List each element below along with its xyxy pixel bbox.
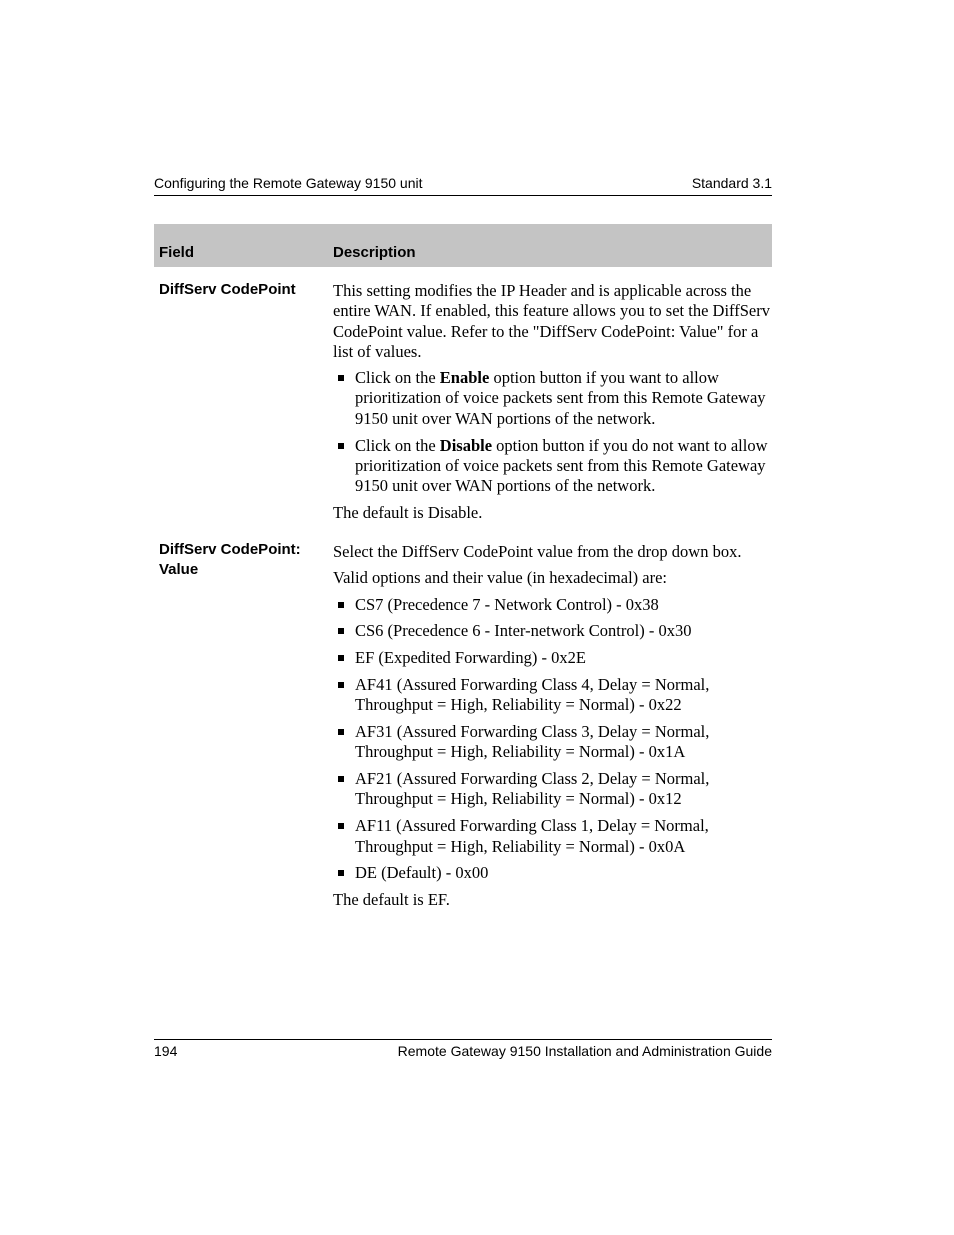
column-header-field: Field — [159, 244, 195, 261]
list-item: Click on the Enable option button if you want to allow prioritization of voice packets sent from this Remote Gateway 9150 unit over WAN portions of the network. — [333, 368, 773, 429]
description-options-intro: Valid options and their value (in hexadecimal) are: — [333, 568, 668, 588]
field-label-line1: DiffServ CodePoint: — [159, 541, 301, 558]
list-item: Click on the Disable option button if you do not want to allow prioritization of voice packets sent from this Remote Gateway 9150 unit over WAN portions of the network. — [333, 436, 773, 497]
header-section-title: Configuring the Remote Gateway 9150 unit — [154, 175, 423, 191]
option-list — [333, 368, 773, 496]
bullet-square-icon — [338, 823, 344, 829]
description-intro: Select the DiffServ CodePoint value from the drop down box. — [333, 542, 742, 561]
default-value-note: The default is Disable. — [333, 502, 483, 522]
list-item: AF41 (Assured Forwarding Class 4, Delay = Normal, Throughput = High, Reliability = Normal) - 0x22 — [333, 675, 773, 716]
default-value-note: The default is EF. — [333, 890, 450, 910]
bullet-square-icon — [338, 729, 344, 735]
enable-term: Enable — [439, 368, 490, 388]
footer-guide-title: Remote Gateway 9150 Installation and Administration Guide — [397, 1043, 772, 1059]
list-item: EF (Expedited Forwarding) - 0x2E — [333, 648, 773, 668]
bullet-square-icon — [338, 628, 344, 634]
field-label-line2: Value — [159, 561, 199, 578]
field-label: DiffServ CodePoint — [159, 281, 296, 298]
description-diffserv-codepoint-value — [333, 542, 773, 916]
list-item: AF21 (Assured Forwarding Class 2, Delay = Normal, Throughput = High, Reliability = Normal) - 0x12 — [333, 769, 773, 810]
bullet-square-icon — [338, 375, 344, 381]
disable-term: Disable — [439, 435, 493, 455]
header-standard-version: Standard 3.1 — [691, 175, 772, 191]
value-option-list — [333, 595, 773, 884]
bullet-square-icon — [338, 602, 344, 608]
page-number: 194 — [154, 1043, 178, 1059]
field-diffserv-codepoint-value — [159, 540, 324, 580]
description-intro: This setting modifies the IP Header and is applicable across the entire WAN. If enabled, this feature allows you to set the DiffServ CodePoint value. Refer to the "DiffServ CodePoint: Value" for a list of values. — [333, 281, 770, 361]
list-item: DE (Default) - 0x00 — [333, 863, 773, 883]
bullet-square-icon — [338, 443, 344, 449]
running-footer — [154, 1039, 772, 1060]
list-item: AF11 (Assured Forwarding Class 1, Delay = Normal, Throughput = High, Reliability = Normal) - 0x0A — [333, 816, 773, 857]
list-item: CS6 (Precedence 6 - Inter-network Control) - 0x30 — [333, 621, 773, 641]
table-header — [154, 224, 772, 267]
bullet-square-icon — [338, 682, 344, 688]
list-item: AF31 (Assured Forwarding Class 3, Delay = Normal, Throughput = High, Reliability = Normal) - 0x1A — [333, 722, 773, 763]
list-item: CS7 (Precedence 7 - Network Control) - 0x38 — [333, 595, 773, 615]
column-header-description: Description — [333, 244, 416, 261]
field-diffserv-codepoint — [159, 280, 324, 300]
running-header — [154, 175, 772, 196]
bullet-square-icon — [338, 776, 344, 782]
bullet-square-icon — [338, 655, 344, 661]
bullet-square-icon — [338, 870, 344, 876]
description-diffserv-codepoint — [333, 281, 773, 529]
